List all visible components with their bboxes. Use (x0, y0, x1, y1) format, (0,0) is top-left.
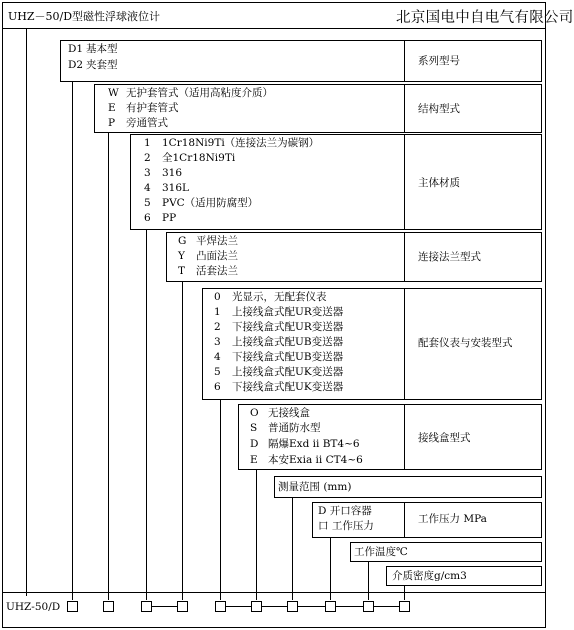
option-row: W 无护套管式（适用高粘度介质） (108, 87, 273, 99)
page-title: UHZ－50/D型磁性浮球液位计 (8, 10, 161, 23)
code-slot-temperature (363, 601, 374, 612)
option-row: 5 PVC（适用防腐型） (144, 197, 259, 209)
code-dash (298, 606, 325, 607)
density-label: 介质密度g/cm3 (392, 570, 467, 582)
code-row-divider (2, 592, 546, 593)
group-flange-divider (404, 232, 405, 282)
connector-junction (256, 470, 257, 600)
option-row: D2 夹套型 (68, 59, 118, 71)
connector-model (26, 28, 27, 596)
option-row: 1 1Cr18Ni9Ti（连接法兰为碳钢） (144, 137, 320, 149)
code-slot-structure (103, 601, 114, 612)
code-dash (262, 606, 287, 607)
option-row: P 旁通管式 (108, 117, 168, 129)
connector-density (404, 586, 405, 600)
connector-structure (108, 133, 109, 600)
option-row: T 活套法兰 (178, 265, 238, 277)
company-name: 北京国电中自电气有限公司 (396, 10, 574, 26)
group-instrument-divider (404, 288, 405, 400)
group-label-material: 主体材质 (418, 177, 460, 189)
option-row: E 本安Exia ii CT4~6 (250, 454, 363, 466)
group-material-divider (404, 134, 405, 230)
option-row: O 无接线盒 (250, 407, 310, 419)
option-row: 4 下接线盒式配UB变送器 (214, 351, 344, 363)
code-dash (226, 606, 251, 607)
connector-material (146, 230, 147, 600)
connector-flange (182, 282, 183, 600)
connector-series (72, 82, 73, 600)
code-slot-range (287, 601, 298, 612)
group-series-divider (404, 40, 405, 82)
option-row: G 平焊法兰 (178, 235, 238, 247)
option-row: D 隔爆Exd ii BT4~6 (250, 438, 360, 450)
temperature-label: 工作温度℃ (354, 546, 408, 558)
option-row: 4 316L (144, 182, 190, 194)
option-row: 3 上接线盒式配UB变送器 (214, 336, 344, 348)
code-slot-flange (177, 601, 188, 612)
option-row: 6 下接线盒式配UK变送器 (214, 381, 344, 393)
group-junction-divider (404, 404, 405, 470)
code-slot-junction (251, 601, 262, 612)
option-row: Y 凸面法兰 (178, 250, 238, 262)
group-label-instrument: 配套仪表与安装型式 (418, 337, 513, 349)
group-series-box (60, 40, 542, 82)
code-slot-pressure (325, 601, 336, 612)
model-code: UHZ-50/D (6, 601, 61, 613)
code-slot-series (67, 601, 78, 612)
code-dash (336, 606, 363, 607)
connector-instrument (220, 400, 221, 600)
option-row: 1 上接线盒式配UR变送器 (214, 306, 344, 318)
connector-temperature (368, 562, 369, 600)
group-label-junction: 接线盒型式 (418, 432, 471, 444)
option-row: E 有护套管式 (108, 102, 179, 114)
range-label: 测量范围 (mm) (278, 481, 352, 493)
code-slot-instrument (215, 601, 226, 612)
code-dash (374, 606, 399, 607)
code-dash (152, 606, 177, 607)
group-label-flange: 连接法兰型式 (418, 251, 481, 263)
option-row: D 开口容器 (318, 505, 372, 517)
connector-range (292, 498, 293, 600)
option-row: 6 PP (144, 212, 177, 224)
option-row: 2 下接线盒式配UR变送器 (214, 321, 344, 333)
option-row: 5 上接线盒式配UK变送器 (214, 366, 344, 378)
connector-pressure (330, 538, 331, 600)
option-row: 3 316 (144, 167, 183, 179)
pressure-label: 工作压力 MPa (418, 513, 487, 525)
option-row: 口 工作压力 (318, 520, 374, 532)
option-row: 2 全1Cr18Ni9Ti (144, 152, 236, 164)
header-divider (2, 28, 546, 29)
code-slot-material (141, 601, 152, 612)
code-slot-density (399, 601, 410, 612)
option-row: S 普通防水型 (250, 422, 321, 434)
option-row: D1 基本型 (68, 43, 118, 55)
group-label-structure: 结构型式 (418, 103, 460, 115)
pressure-divider (404, 502, 405, 538)
option-row: 0 光显示，无配套仪表 (214, 291, 327, 303)
group-label-series: 系列型号 (418, 55, 460, 67)
group-structure-divider (404, 84, 405, 133)
